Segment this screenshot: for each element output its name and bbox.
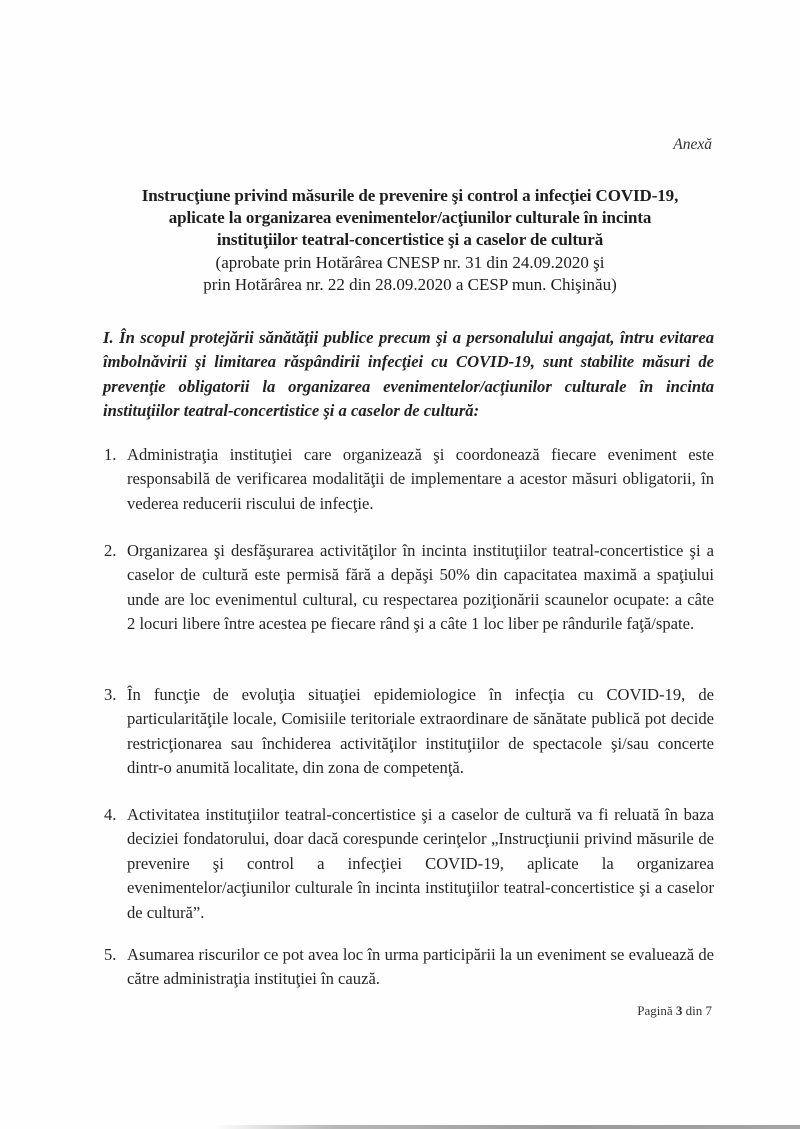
item-number: 3. <box>104 685 117 704</box>
document-title-block <box>104 185 716 296</box>
page-number <box>637 1003 712 1019</box>
list-item <box>104 803 714 925</box>
approval-line: (aprobate prin Hotărârea CNESP nr. 31 din 24.09.2020 şi <box>215 252 605 272</box>
item-number: 4. <box>104 805 117 824</box>
approval-line: prin Hotărârea nr. 22 din 28.09.2020 a CESP mun. Chişinău) <box>203 274 617 294</box>
title-line: instituţiilor teatral-concertistice şi a caselor de cultură <box>216 230 604 250</box>
item-text: Asumarea riscurilor ce pot avea loc în urma participării la un eveniment se evaluează de către administraţia instituţiei în cauză. <box>127 945 714 989</box>
page-word: Pagină <box>637 1003 673 1018</box>
title-line: aplicate la organizarea evenimentelor/acţiunilor culturale în incinta <box>168 208 652 228</box>
item-number: 2. <box>104 541 117 560</box>
item-text: Organizarea şi desfăşurarea activităţilor în incinta instituţiilor teatral-concertistice şi a caselor de cultură este permisă fără a depăşi 50% din capacitatea maximă a spaţiului unde are loc evenimentul cultural, cu respectarea poziţionării scaunelor ocupate: a câte 2 locuri libere între acestea pe fiecare rând şi a câte 1 loc liber pe rândurile faţă/spate. <box>127 541 714 634</box>
current-page: 3 <box>675 1003 683 1018</box>
of-word: din <box>685 1003 703 1018</box>
item-text: În funcţie de evoluţia situaţiei epidemiologice în infecţia cu COVID-19, de particularităţile locale, Comisiile teritoriale extraordinare de sănătate publică pot decide restricţionarea sau închiderea activităţilor instituţiilor de spectacole şi/sau concerte dintr-o anumită localitate, din zona de competenţă. <box>127 685 714 778</box>
item-number: 5. <box>104 945 117 964</box>
list-item <box>104 943 714 992</box>
list-item <box>104 539 714 637</box>
item-number: 1. <box>104 445 117 464</box>
section-intro: I. În scopul protejării sănătăţii publice precum şi a personalului angajat, întru evitarea îmbolnăvirii şi limitarea răspândirii infecţiei cu COVID-19, sunt stabilite măsuri de prevenţie obligatorii la organizarea evenimentelor/acţiunilor culturale în incinta instituţiilor teatral-concertistice şi a caselor de cultură: <box>103 328 714 420</box>
item-text: Administraţia instituţiei care organizează şi coordonează fiecare eveniment este responsabilă de verificarea modalităţii de implementare a acestor măsuri obligatorii, în vederea reducerii riscului de infecţie. <box>127 445 714 513</box>
list-item <box>104 443 714 516</box>
title-line: Instrucţiune privind măsurile de prevenire şi control a infecţiei COVID-19, <box>141 186 679 205</box>
annex-label: Anexă <box>673 136 712 153</box>
item-text: Activitatea instituţiilor teatral-concertistice şi a caselor de cultură va fi reluată în baza deciziei fondatorului, doar dacă corespunde cerinţelor „Instrucţiunii privind măsurile de prevenire şi control a infecţiei COVID-19, aplicate la organizarea evenimentelor/acţiunilor culturale în incinta instituţiilor teatral-concertistice şi a caselor de cultură”. <box>127 805 714 922</box>
list-item <box>104 683 714 781</box>
total-pages: 7 <box>705 1003 712 1018</box>
scan-edge-shadow <box>215 1125 800 1129</box>
